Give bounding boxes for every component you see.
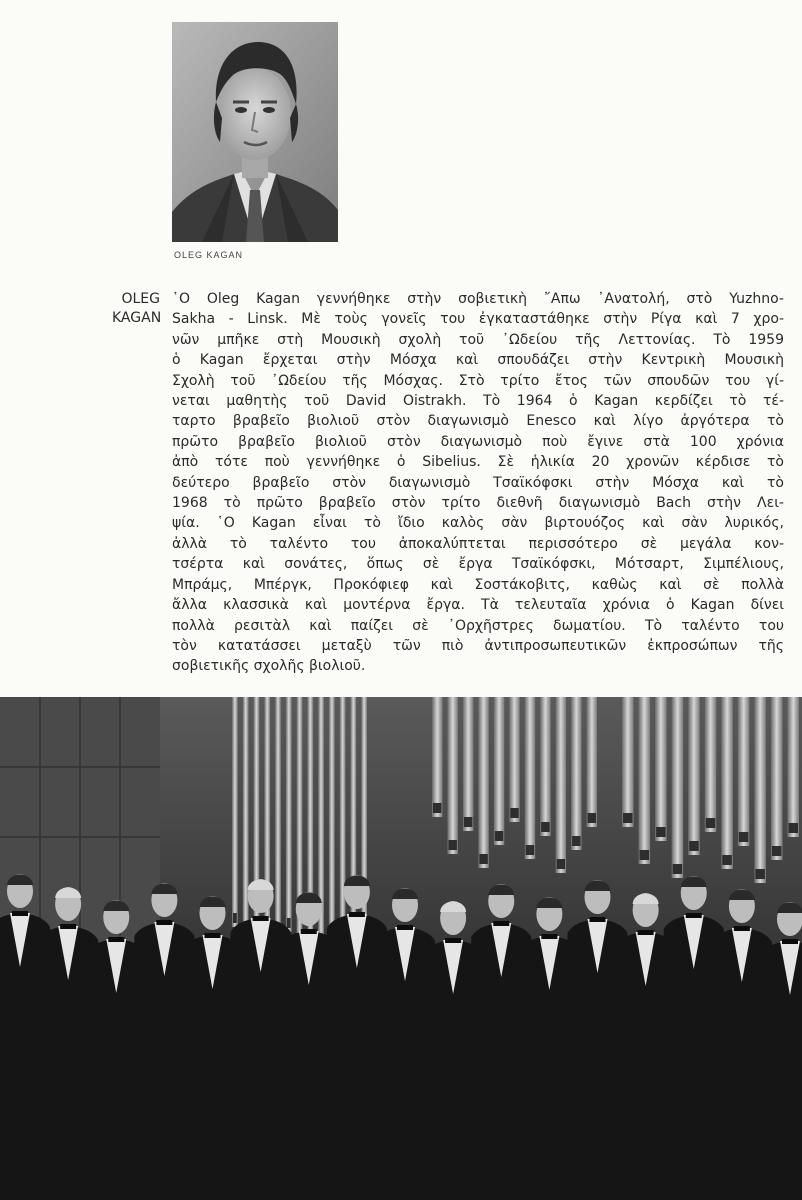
organ-pipe <box>655 697 667 841</box>
bio-line: ῾Ο Oleg Kagan γεννήθηκε στὴν σοβιετικὴ ῎Απω ᾿Ανατολή, στὸ Yuzhno- <box>172 291 784 307</box>
organ-pipe <box>622 697 634 827</box>
bio-line: Sakha - Linsk. Μὲ τοὺς γονεῖς του ἐγκαταστάθηκε στὴν Ρίγα καὶ 7 χρο- <box>172 311 784 328</box>
organ-pipe-mouth <box>722 855 732 865</box>
organ-pipe <box>587 697 597 827</box>
organ-pipe-mouth <box>689 841 699 851</box>
bio-line: δεύτερο βραβεῖο στὸν διαγωνισμὸ Τσαϊκόφσκι στὴν Μόσχα καὶ τὸ <box>172 474 784 491</box>
organ-pipe <box>787 697 799 837</box>
bio-line: πρῶτο βραβεῖο βιολιοῦ στὸν διαγωνισμὸ ποὺ ἔγινε στὰ 100 χρόνια <box>172 433 784 450</box>
organ-pipe-mouth <box>656 827 666 837</box>
organ-pipe <box>463 697 473 831</box>
organ-pipe-mouth <box>788 823 798 833</box>
organ-pipe <box>721 697 733 869</box>
bio-line: πολλὰ ρεσιτὰλ καὶ παίζει σὲ ᾿Ορχῆστρες δωματίου. Τὸ ταλέντο του <box>172 617 784 634</box>
portrait-photo <box>172 22 338 242</box>
organ-pipe-mouth <box>510 808 518 818</box>
organ-pipe <box>556 697 566 873</box>
organ-pipe <box>447 697 457 854</box>
organ-pipe-mouth <box>464 817 472 827</box>
organ-pipe <box>738 697 750 846</box>
bio-line: 1968 τὸ πρῶτο βραβεῖο στὸν τρίτο διεθνῆ διαγωνισμὸ Bach στὴν Λει- <box>172 495 784 512</box>
organ-pipe-mouth <box>588 813 596 823</box>
organ-pipe-mouth <box>433 803 441 813</box>
bio-line: Μπράμς, Μπέργκ, Προκόφιεφ καὶ Σοστάκοβιτς, καθὼς καὶ σὲ πολλὰ <box>172 576 784 593</box>
bio-line: νῶν μπῆκε στὴ Μουσικὴ σχολὴ τοῦ ᾿Ωδείου τῆς Λεττονίας. Τὸ 1959 <box>172 331 784 348</box>
portrait-illustration <box>172 22 338 242</box>
bio-line: τὸν κατατάσσει μεταξὺ τῶν πιὸ ἀντιπροσωπευτικῶν ἐκπροσώπων τῆς <box>172 637 784 654</box>
organ-pipe <box>688 697 700 855</box>
side-name-last: KAGAN <box>112 310 162 326</box>
organ-pipe-mouth <box>233 913 237 923</box>
organ-pipe <box>639 697 651 864</box>
organ-pipe <box>232 697 238 927</box>
concert-photo <box>0 697 802 1200</box>
concert-illustration <box>0 697 802 1200</box>
organ-pipe <box>525 697 535 859</box>
organ-pipe-mouth <box>640 850 650 860</box>
organ-pipe-mouth <box>526 845 534 855</box>
bio-line: σοβιετικῆς σχολῆς βιολιοῦ. <box>172 658 366 675</box>
bio-line: ἀλλὰ τὸ ταλέντο του ἀποκαλύπτεται περισσότερο σὲ μεγάλα κον- <box>172 535 784 552</box>
organ-pipe <box>540 697 550 836</box>
side-name-first: OLEG <box>121 291 160 307</box>
organ-pipe-mouth <box>495 831 503 841</box>
bio-line: ὁ Kagan ἔρχεται στὴν Μόσχα καὶ σπουδάζει στὴν Κεντρικὴ Μουσικὴ <box>172 352 784 369</box>
bio-line: νεται μαθητὴς τοῦ David Oistrakh. Τὸ 1964 ὁ Kagan κερδίζει τὸ τέ- <box>172 393 784 410</box>
organ-pipe <box>340 697 346 937</box>
organ-pipe-mouth <box>706 818 716 828</box>
organ-pipe-mouth <box>623 813 633 823</box>
bio-line: ἀπὸ τότε ποὺ γεννήθηκε ὁ Sibelius. Σὲ ἡλικία 20 χρονῶν κέρδισε τὸ <box>172 454 784 471</box>
bio-line: ψία. ῾Ο Kagan εἶναι τὸ ἴδιο καλὸς σὰν βιρτουόζος καὶ σὰν λυρικός, <box>172 515 784 532</box>
side-name-label <box>112 290 160 328</box>
organ-pipe <box>297 697 303 969</box>
organ-pipe-mouth <box>572 836 580 846</box>
organ-pipe <box>275 697 281 955</box>
organ-pipe-mouth <box>673 864 683 874</box>
organ-pipe <box>705 697 717 832</box>
organ-pipe <box>771 697 783 860</box>
bio-line: ἄλλα κλασσικὰ καὶ μοντέρνα ἔργα. Τὰ τελευταῖα χρόνια ὁ Kagan δίνει <box>172 597 784 614</box>
organ-pipe-mouth <box>479 854 487 864</box>
organ-pipe-mouth <box>755 869 765 879</box>
organ-pipe <box>286 697 292 932</box>
organ-pipe <box>571 697 581 850</box>
bio-line: ταρτο βραβεῖο βιολιοῦ στὸν διαγωνισμὸ Enesco καὶ λίγο ἀργότερα τὸ <box>172 413 784 430</box>
organ-pipe <box>754 697 766 883</box>
organ-pipe-mouth <box>448 840 456 850</box>
organ-pipe-mouth <box>739 832 749 842</box>
bio-line: τσέρτα καὶ σονάτες, ὅπως σὲ ἔργα Τσαϊκόφσκι, Μότσαρτ, Σιμπέλιους, <box>172 556 784 573</box>
portrait-caption: OLEG KAGAN <box>174 250 244 260</box>
organ-pipe <box>329 697 335 960</box>
organ-pipe-mouth <box>557 859 565 869</box>
organ-pipe <box>672 697 684 878</box>
organ-pipe <box>509 697 519 822</box>
bio-line: Σχολὴ τοῦ ᾿Ωδείου τῆς Μόσχας. Στὸ τρίτο ἔτος τῶν σπουδῶν του γί- <box>172 372 784 389</box>
organ-pipe <box>478 697 488 868</box>
organ-pipe-mouth <box>541 822 549 832</box>
biography-text <box>172 289 784 677</box>
organ-pipe <box>494 697 504 845</box>
organ-pipe-mouth <box>287 918 291 928</box>
organ-pipe <box>432 697 442 817</box>
organ-pipe-mouth <box>772 846 782 856</box>
